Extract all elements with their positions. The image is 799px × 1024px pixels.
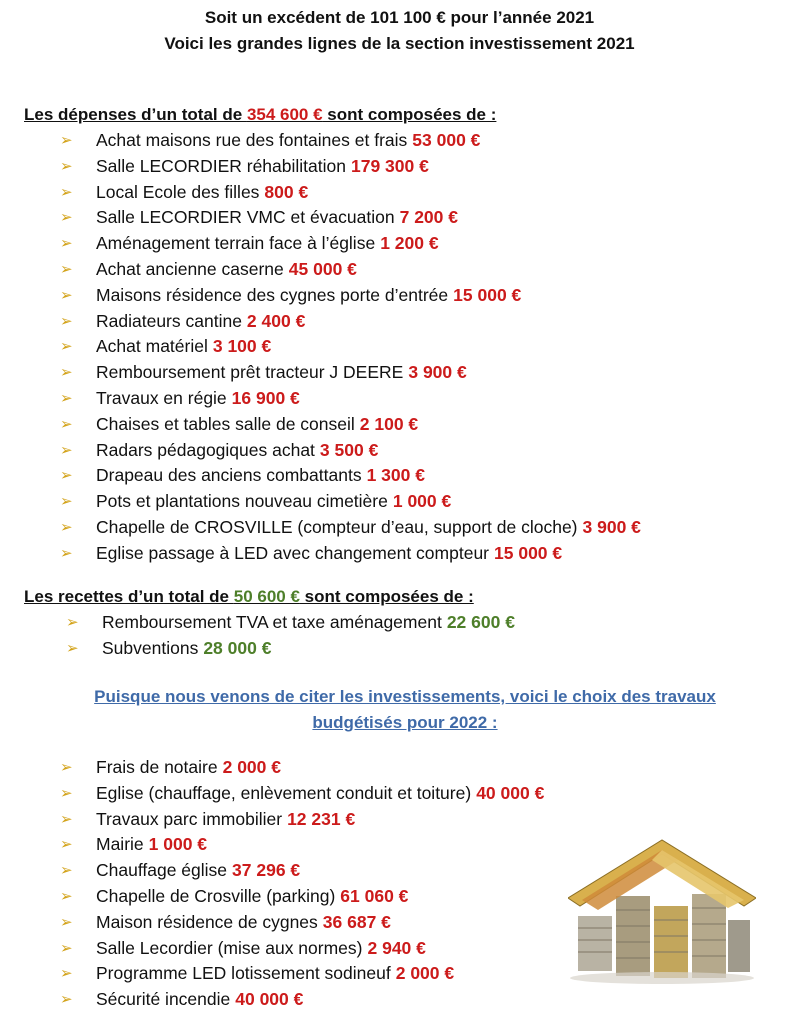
list-item: [60, 858, 544, 884]
arrow-bullet-icon: ➢: [60, 544, 73, 562]
revenues-list: [66, 610, 515, 662]
arrow-bullet-icon: ➢: [60, 286, 73, 304]
arrow-bullet-icon: ➢: [60, 312, 73, 330]
item-amount: 3 900 €: [408, 362, 467, 383]
list-item: [60, 910, 544, 936]
item-amount: 1 000 €: [392, 491, 452, 512]
item-amount: 53 000 €: [412, 130, 481, 150]
list-item: [60, 961, 544, 987]
list-item: [60, 231, 641, 257]
item-amount: 2 400 €: [246, 310, 306, 331]
revenues-title: Les recettes d’un total de 50 600 € sont composées de :: [24, 587, 474, 606]
arrow-bullet-icon: ➢: [60, 939, 73, 957]
arrow-bullet-icon: ➢: [60, 415, 73, 433]
item-amount: 1 200 €: [380, 233, 439, 254]
list-item: [60, 386, 641, 412]
list-item: [60, 334, 641, 360]
arrow-bullet-icon: ➢: [60, 441, 73, 459]
headline-surplus: Soit un excédent de 101 100 € pour l’année 2021: [204, 8, 595, 27]
item-label: Radars pédagogiques achat: [96, 439, 315, 460]
item-label: Drapeau des anciens combattants: [96, 465, 362, 486]
item-amount: 2 940 €: [367, 937, 426, 958]
item-label: Remboursement prêt tracteur J DEERE: [96, 362, 404, 383]
item-label: Aménagement terrain face à l’église: [96, 233, 376, 254]
item-amount: 7 200 €: [399, 207, 458, 228]
revenues-total: 50 600 €: [233, 587, 300, 606]
arrow-bullet-icon: ➢: [60, 338, 73, 356]
list-item: [60, 360, 641, 386]
arrow-bullet-icon: ➢: [60, 467, 73, 485]
arrow-bullet-icon: ➢: [66, 639, 79, 657]
arrow-bullet-icon: ➢: [60, 836, 73, 854]
item-label: Chaises et tables salle de conseil: [96, 413, 355, 434]
arrow-bullet-icon: ➢: [60, 759, 73, 776]
list-item: [60, 180, 641, 206]
arrow-bullet-icon: ➢: [60, 235, 73, 253]
list-item: [60, 755, 544, 781]
item-label: Programme LED lotissement sodineuf: [96, 963, 391, 984]
expenses-title: Les dépenses d’un total de 354 600 € sont composées de :: [24, 105, 497, 124]
item-label: Chauffage église: [96, 860, 228, 881]
budget-2022-list: [60, 755, 544, 1013]
item-label: Achat maisons rue des fontaines et frais: [96, 130, 408, 150]
arrow-bullet-icon: ➢: [66, 614, 79, 631]
item-label: Achat matériel: [96, 336, 208, 357]
list-item: [60, 832, 544, 858]
item-label: Salle LECORDIER VMC et évacuation: [96, 207, 395, 228]
item-label: Achat ancienne caserne: [96, 258, 284, 279]
item-amount: 1 000 €: [148, 834, 208, 855]
item-amount: 22 600 €: [446, 612, 515, 632]
item-amount: 3 900 €: [582, 516, 641, 537]
expenses-list: [60, 128, 641, 567]
item-amount: 28 000 €: [203, 637, 272, 658]
item-amount: 45 000 €: [288, 258, 357, 279]
expenses-total: 354 600 €: [246, 105, 323, 124]
item-label: Radiateurs cantine: [96, 310, 242, 331]
list-item: [60, 463, 641, 489]
list-item: [60, 128, 641, 154]
arrow-bullet-icon: ➢: [60, 913, 73, 931]
list-item: [60, 987, 544, 1013]
item-amount: 12 231 €: [287, 808, 356, 829]
item-amount: 179 300 €: [350, 155, 429, 176]
arrow-bullet-icon: ➢: [60, 183, 73, 201]
item-label: Salle LECORDIER réhabilitation: [96, 155, 346, 176]
arrow-bullet-icon: ➢: [60, 887, 73, 905]
list-item: [60, 154, 641, 180]
item-label: Chapelle de CROSVILLE (compteur d’eau, support de cloche): [96, 516, 578, 537]
list-item: [60, 438, 641, 464]
list-item: [60, 489, 641, 515]
list-item: [60, 515, 641, 541]
list-item: [60, 807, 544, 833]
arrow-bullet-icon: ➢: [60, 493, 73, 511]
item-label: Eglise passage à LED avec changement compteur: [96, 542, 490, 563]
money-house-icon: [568, 836, 756, 986]
item-label: Travaux en régie: [96, 387, 227, 408]
item-amount: 2 000 €: [395, 963, 455, 984]
item-amount: 36 687 €: [322, 911, 391, 932]
item-amount: 61 060 €: [340, 885, 409, 906]
item-amount: 37 296 €: [232, 860, 301, 881]
list-item: [66, 636, 515, 662]
list-item: [60, 257, 641, 283]
item-label: Salle Lecordier (mise aux normes): [96, 937, 363, 958]
list-item: [66, 610, 515, 636]
arrow-bullet-icon: ➢: [60, 784, 73, 802]
arrow-bullet-icon: ➢: [60, 965, 73, 983]
arrow-bullet-icon: ➢: [60, 389, 73, 407]
list-item: [60, 309, 641, 335]
item-amount: 800 €: [264, 181, 309, 202]
item-label: Remboursement TVA et taxe aménagement: [102, 612, 442, 632]
arrow-bullet-icon: ➢: [60, 810, 73, 828]
list-item: [60, 541, 641, 567]
item-label: Frais de notaire: [96, 757, 218, 777]
list-item: [60, 283, 641, 309]
coin-stacks: [578, 894, 750, 978]
item-amount: 1 300 €: [366, 465, 425, 486]
item-amount: 16 900 €: [231, 387, 300, 408]
item-label: Pots et plantations nouveau cimetière: [96, 491, 388, 512]
item-label: Maison résidence de cygnes: [96, 911, 318, 932]
item-label: Chapelle de Crosville (parking): [96, 885, 336, 906]
arrow-bullet-icon: ➢: [60, 364, 73, 382]
headline-investment: Voici les grandes lignes de la section investissement 2021: [164, 34, 635, 53]
item-label: Eglise (chauffage, enlèvement conduit et toiture): [96, 782, 472, 803]
list-item: [60, 781, 544, 807]
item-label: Maisons résidence des cygnes porte d’entrée: [96, 284, 449, 305]
budget-2022-title: Puisque nous venons de citer les investissements, voici le choix des travaux budgétisés pour 2022 :: [94, 687, 716, 732]
item-amount: 3 500 €: [319, 439, 379, 460]
item-amount: 15 000 €: [494, 542, 563, 563]
item-amount: 2 100 €: [359, 413, 419, 434]
item-amount: 15 000 €: [453, 284, 522, 305]
item-amount: 40 000 €: [476, 782, 545, 803]
list-item: [60, 412, 641, 438]
list-item: [60, 884, 544, 910]
arrow-bullet-icon: ➢: [60, 132, 73, 149]
arrow-bullet-icon: ➢: [60, 991, 73, 1009]
arrow-bullet-icon: ➢: [60, 862, 73, 880]
item-amount: 40 000 €: [235, 989, 304, 1010]
arrow-bullet-icon: ➢: [60, 209, 73, 227]
item-amount: 3 100 €: [212, 336, 272, 357]
item-label: Local Ecole des filles: [96, 181, 260, 202]
item-amount: 2 000 €: [222, 757, 281, 777]
item-label: Mairie: [96, 834, 144, 855]
item-label: Subventions: [102, 637, 199, 658]
item-label: Travaux parc immobilier: [96, 808, 283, 829]
list-item: [60, 936, 544, 962]
list-item: [60, 205, 641, 231]
arrow-bullet-icon: ➢: [60, 518, 73, 536]
arrow-bullet-icon: ➢: [60, 157, 73, 175]
item-label: Sécurité incendie: [96, 989, 231, 1010]
arrow-bullet-icon: ➢: [60, 260, 73, 278]
